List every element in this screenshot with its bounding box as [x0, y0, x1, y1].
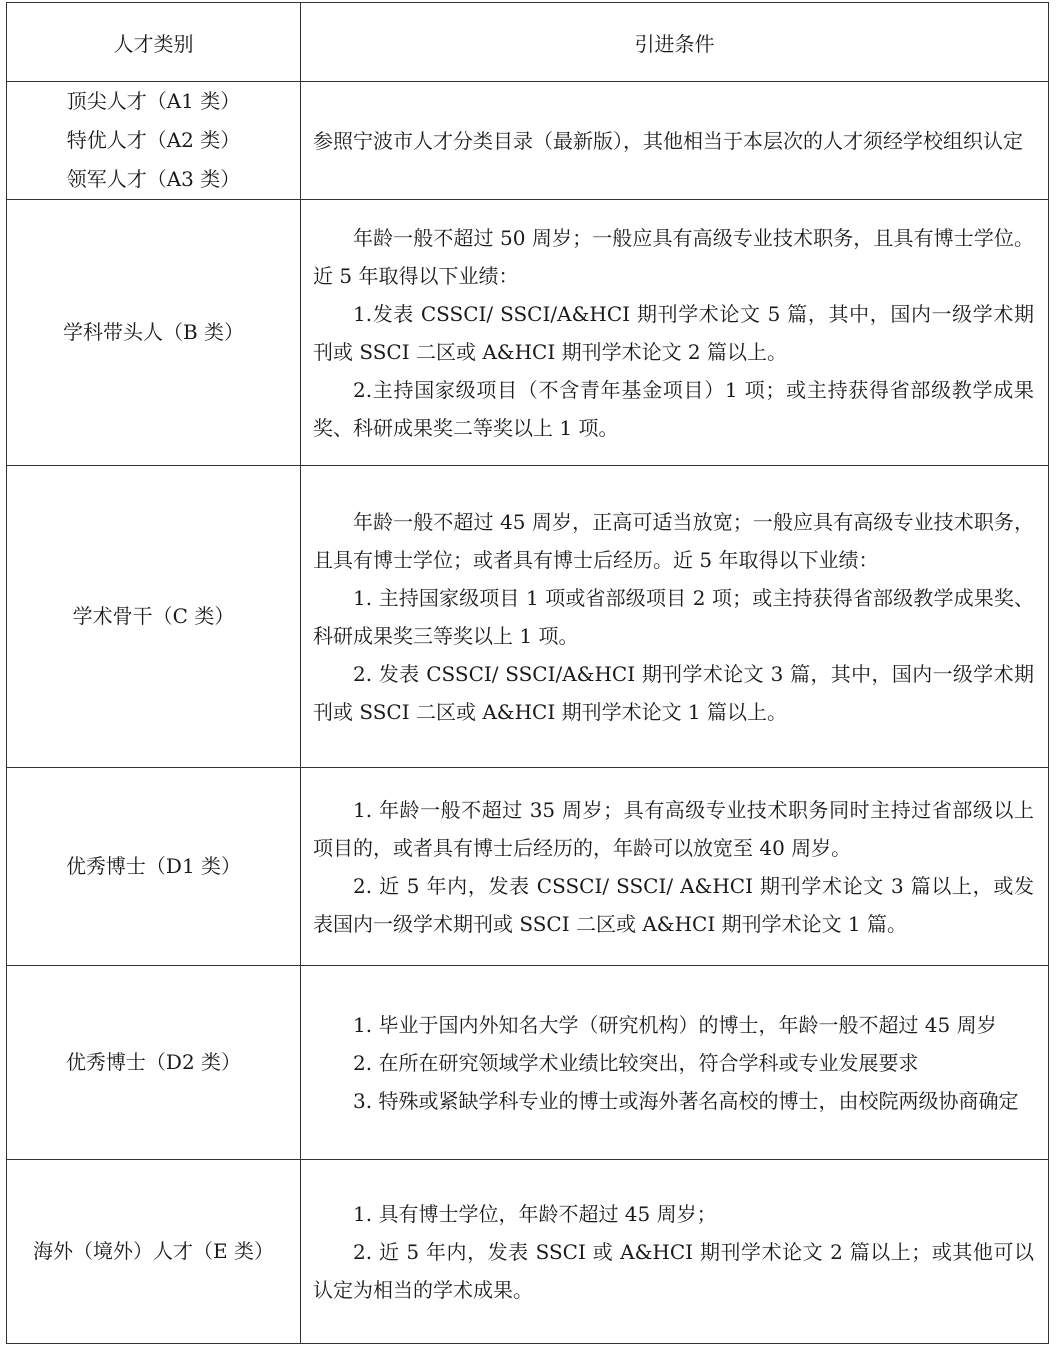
condition-paragraph: 年龄一般不超过 50 周岁；一般应具有高级专业技术职务，且具有博士学位。近 5 年取得以下业绩： [313, 225, 1034, 288]
category-cell [7, 82, 301, 200]
category-label: 学科带头人（B 类） [62, 320, 245, 344]
condition-paragraph: 1. 具有博士学位，年龄不超过 45 周岁； [353, 1201, 717, 1226]
header-conditions: 引进条件 [301, 3, 1049, 82]
category-cell [7, 466, 301, 768]
conditions-cell [301, 466, 1049, 768]
condition-paragraph: 1.发表 CSSCI/ SSCI/A&HCI 期刊学术论文 5 篇，其中，国内一级学术期刊或 SSCI 二区或 A&HCI 期刊学术论文 2 篇以上。 [313, 301, 1034, 364]
table-row [7, 466, 1049, 768]
condition-paragraph: 2.主持国家级项目（不含青年基金项目）1 项；或主持获得省部级教学成果奖、科研成果奖二等奖以上 1 项。 [313, 377, 1034, 440]
category-label: 优秀博士（D2 类） [65, 1050, 242, 1074]
header-row [7, 3, 1049, 82]
condition-paragraph: 1. 主持国家级项目 1 项或省部级项目 2 项；或主持获得省部级教学成果奖、科研成果奖三等奖以上 1 项。 [313, 585, 1034, 648]
condition-paragraph: 2. 近 5 年内，发表 CSSCI/ SSCI/ A&HCI 期刊学术论文 3 篇以上，或发表国内一级学术期刊或 SSCI 二区或 A&HCI 期刊学术论文 1 篇。 [313, 873, 1034, 936]
conditions-cell [301, 768, 1049, 966]
conditions-cell [301, 82, 1049, 200]
table-row [7, 768, 1049, 966]
condition-paragraph: 1. 年龄一般不超过 35 周岁；具有高级专业技术职务同时主持过省部级以上项目的，或者具有博士后经历的，年龄可以放宽至 40 周岁。 [313, 797, 1034, 860]
condition-paragraph: 2. 近 5 年内，发表 SSCI 或 A&HCI 期刊学术论文 2 篇以上；或其他可以认定为相当的学术成果。 [313, 1239, 1034, 1302]
conditions-cell [301, 200, 1049, 466]
category-label: 学术骨干（C 类） [72, 604, 235, 628]
conditions-cell [301, 966, 1049, 1160]
table-row [7, 1160, 1049, 1344]
category-label: 海外（境外）人才（E 类） [33, 1239, 274, 1263]
category-label: 特优人才（A2 类） [66, 128, 241, 152]
category-cell [7, 768, 301, 966]
condition-paragraph: 1. 毕业于国内外知名大学（研究机构）的博士，年龄一般不超过 45 周岁 [353, 1012, 997, 1037]
category-label: 顶尖人才（A1 类） [66, 89, 241, 113]
category-cell [7, 966, 301, 1160]
table-row [7, 200, 1049, 466]
header-category: 人才类别 [7, 3, 301, 82]
talent-criteria-table [6, 2, 1049, 1344]
category-cell [7, 1160, 301, 1344]
table-row [7, 82, 1049, 200]
category-cell [7, 200, 301, 466]
conditions-cell [301, 1160, 1049, 1344]
category-label: 领军人才（A3 类） [66, 167, 241, 191]
category-label: 优秀博士（D1 类） [65, 854, 242, 878]
condition-paragraph: 2. 发表 CSSCI/ SSCI/A&HCI 期刊学术论文 3 篇，其中，国内一级学术期刊或 SSCI 二区或 A&HCI 期刊学术论文 1 篇以上。 [313, 661, 1034, 724]
condition-paragraph: 参照宁波市人才分类目录（最新版），其他相当于本层次的人才须经学校组织认定 [313, 128, 1023, 153]
table-row [7, 966, 1049, 1160]
condition-paragraph: 3. 特殊或紧缺学科专业的博士或海外著名高校的博士，由校院两级协商确定 [353, 1088, 1019, 1113]
condition-paragraph: 2. 在所在研究领域学术业绩比较突出，符合学科或专业发展要求 [353, 1050, 919, 1075]
condition-paragraph: 年龄一般不超过 45 周岁，正高可适当放宽；一般应具有高级专业技术职务，且具有博士学位；或者具有博士后经历。近 5 年取得以下业绩： [313, 509, 1034, 572]
